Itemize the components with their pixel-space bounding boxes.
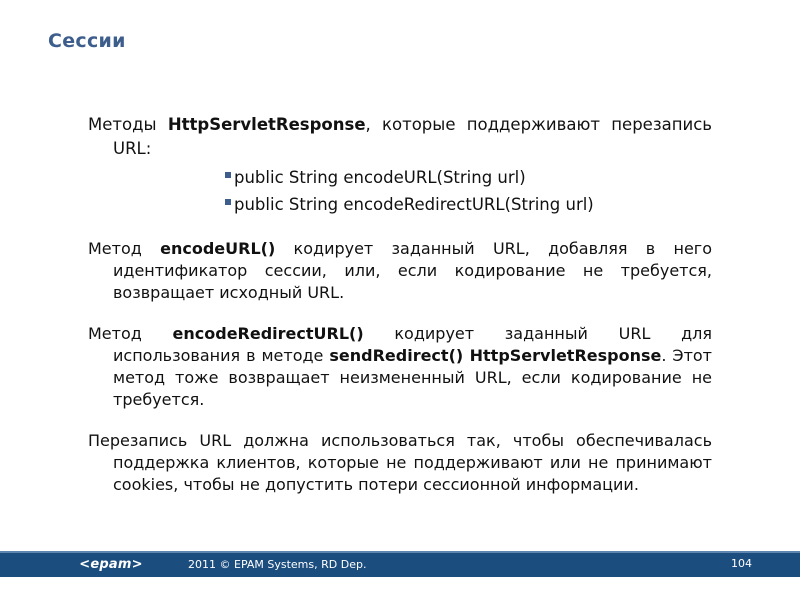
logo-text: <epam>: [79, 556, 143, 572]
square-bullet-icon: [225, 199, 231, 205]
intro-paragraph: [88, 113, 712, 161]
intro-bold-class: HttpServletResponse: [167, 115, 366, 134]
encode-url-paragraph: [88, 238, 712, 304]
para2-bold1: encodeRedirectURL(): [172, 324, 364, 343]
para2-prefix: Метод: [88, 324, 173, 343]
list-item: [88, 191, 712, 218]
methods-list: [88, 164, 712, 218]
square-bullet-icon: [225, 172, 231, 178]
para2-bold2: sendRedirect() HttpServletResponse: [329, 346, 662, 365]
para1-prefix: Метод: [88, 239, 161, 258]
method-encode-redirect-url: public String encodeRedirectURL(String url): [234, 195, 594, 214]
footer-accent-line: [0, 551, 800, 553]
para1-bold: encodeURL(): [160, 239, 276, 258]
para1-suffix: кодирует заданный URL, добавляя в него идентификатор сессии, или, если кодирование не требуется, возвращает исходный URL.: [113, 239, 712, 302]
slide-title: Сессии: [48, 30, 126, 52]
para2-suffix: . Этот метод тоже возвращает неизмененный URL, если кодирование не требуется.: [113, 346, 713, 409]
intro-prefix: Методы: [88, 115, 168, 134]
list-item: [88, 164, 712, 191]
slide-content: [88, 113, 712, 496]
epam-logo: [80, 555, 142, 573]
intro-suffix: , которые поддерживают перезапись URL:: [113, 115, 713, 158]
method-encode-url: public String encodeURL(String url): [234, 168, 526, 187]
para2-mid: кодирует заданный URL для использования в методе: [113, 324, 712, 365]
encode-redirect-url-paragraph: [88, 323, 712, 411]
footer-copyright: 2011 © EPAM Systems, RD Dep.: [188, 558, 367, 571]
page-number: 104: [731, 557, 752, 570]
url-rewriting-paragraph: Перезапись URL должна использоваться так, чтобы обеспечивалась поддержка клиентов, которые не поддерживают или не принимают cookies, чтобы не допустить потери сессионной информации.: [88, 431, 712, 494]
